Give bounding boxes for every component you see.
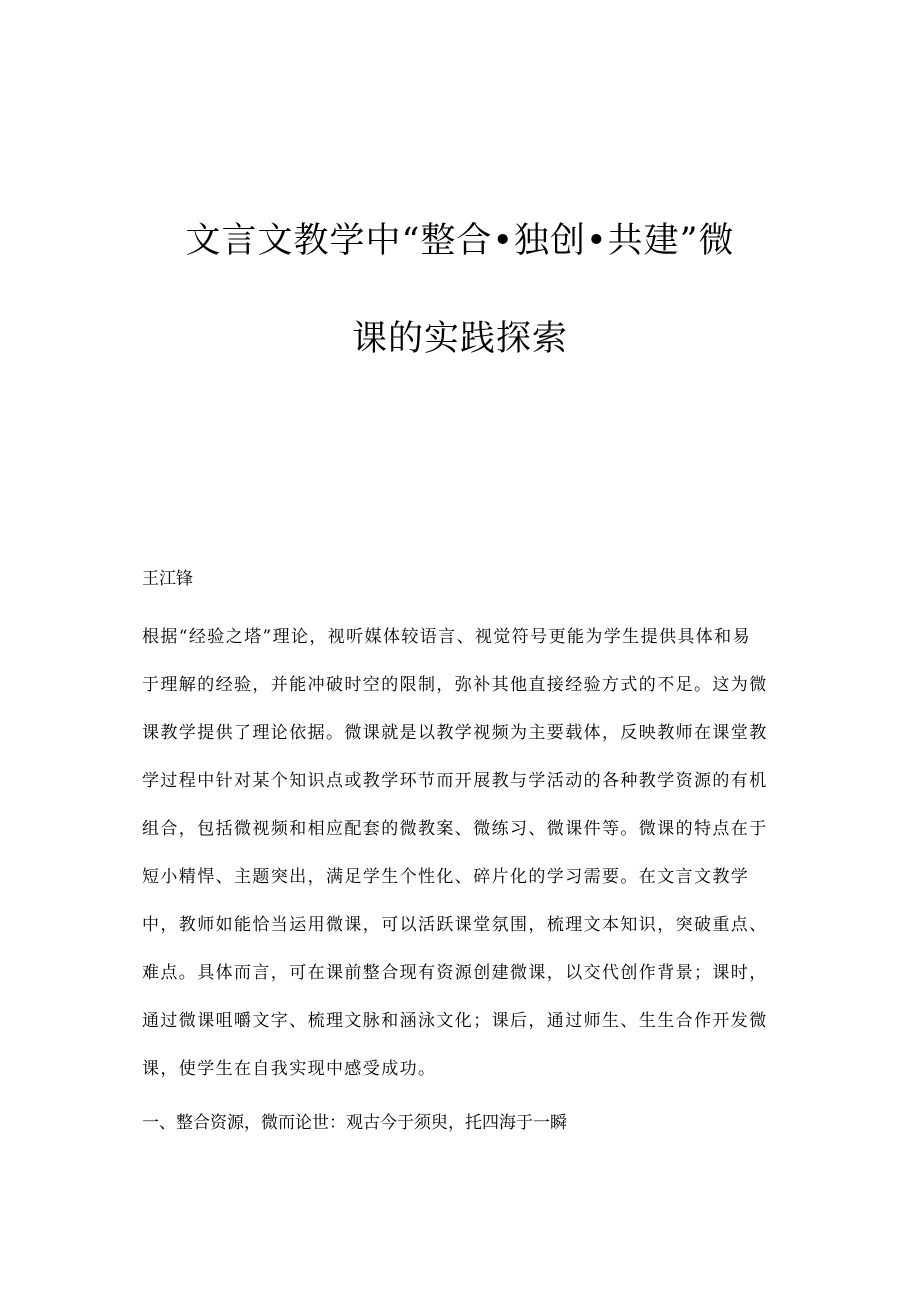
paragraph-line: 学过程中针对某个知识点或教学环节而开展教与学活动的各种教学资源的有机	[142, 771, 768, 791]
paragraph-line: 根据“经验之塔”理论，视听媒体较语言、视觉符号更能为学生提供具体和易	[142, 627, 751, 647]
paragraph-line: 通过微课咀嚼文字、梳理文脉和涵泳文化；课后，通过师生、生生合作开发微	[142, 1011, 768, 1031]
document-title-line-1: 文言文教学中“整合•独创•共建”微	[185, 221, 735, 261]
paragraph-line: 组合，包括微视频和相应配套的微教案、微练习、微课件等。微课的特点在于	[142, 819, 768, 839]
paragraph-line: 中，教师如能恰当运用微课，可以活跃课堂氛围，梳理文本知识，突破重点、	[142, 915, 768, 935]
paragraph-line: 难点。具体而言，可在课前整合现有资源创建微课，以交代创作背景；课时，	[142, 963, 768, 983]
paragraph-line: 短小精悍、主题突出，满足学生个性化、碎片化的学习需要。在文言文教学	[142, 867, 750, 887]
paragraph-line: 课，使学生在自我实现中感受成功。	[142, 1059, 437, 1079]
paragraph-line: 课教学提供了理论依据。微课就是以教学视频为主要载体，反映教师在课堂教	[142, 723, 768, 743]
author-name: 王江锋	[142, 569, 193, 589]
paragraph-line: 于理解的经验，并能冲破时空的限制，弥补其他直接经验方式的不足。这为微	[142, 675, 768, 695]
document-title-line-2: 课的实践探索	[351, 319, 568, 359]
section-heading: 一、整合资源，微而论世：观古今于须臾，托四海于一瞬	[142, 1113, 567, 1133]
